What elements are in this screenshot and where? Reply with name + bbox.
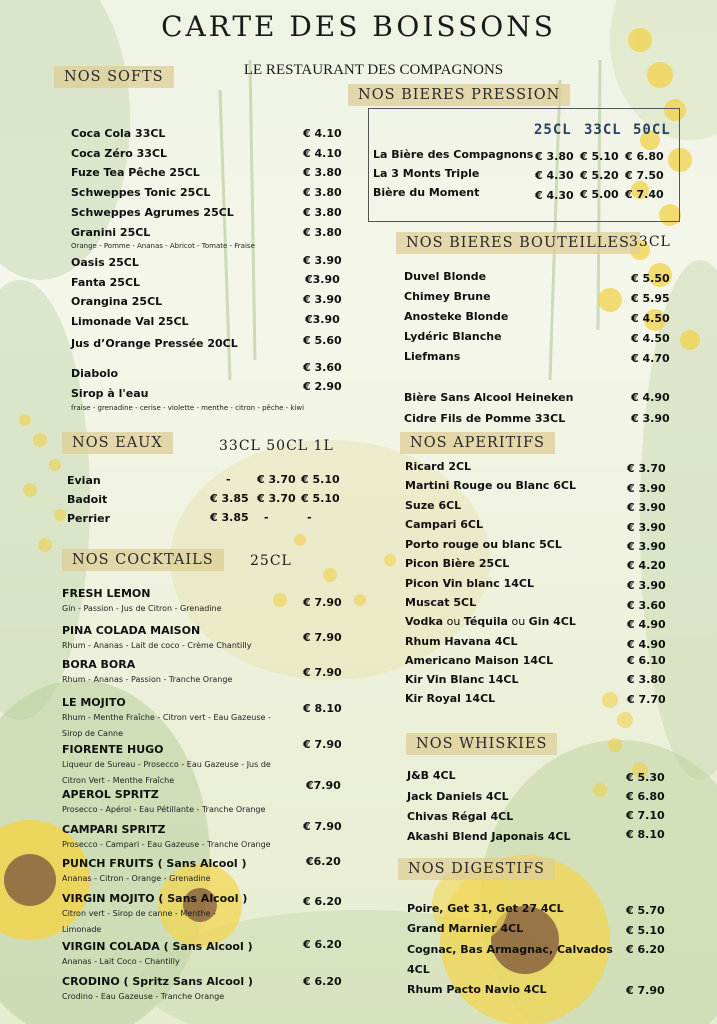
aperitif-name-part: Vodka [405,615,444,628]
draft-beer-price-50: € 6.80 [625,150,664,163]
digestif-price: € 6.20 [626,943,665,956]
bottle-beer-name: Bière Sans Alcool Heineken [404,391,574,404]
cocktails-size: 25CL [250,553,292,569]
bottle-beer-name: Chimey Brune [404,290,491,303]
aperitif-price: € 3.90 [627,540,666,553]
cocktail-ingredients: Prosecco - Apérol - Eau Pétillante - Tranche Orange [62,805,266,814]
cocktail-name: PUNCH FRUITS ( Sans Alcool ) [62,857,247,870]
size-25cl: 25CL [534,122,572,138]
soft-item-name: Schweppes Tonic 25CL [71,186,211,199]
soft-item-price: €3.90 [305,273,340,286]
section-softs-heading: NOS SOFTS [54,66,174,88]
soft-item-price: € 3.90 [303,254,342,267]
sirop-flavors: fraise - grenadine - cerise - violette - menthe - citron - pêche - kiwi [71,404,305,412]
aperitif-name: Rhum Havana 4CL [405,635,518,648]
whisky-name: Jack Daniels 4CL [407,790,509,803]
whisky-name: Akashi Blend Japonais 4CL [407,830,571,843]
section-cocktails-heading: NOS COCKTAILS [62,549,224,571]
aperitif-price: € 3.90 [627,521,666,534]
aperitif-name-part: ou [507,615,529,628]
soft-item-name: Limonade Val 25CL [71,315,189,328]
soft-item-name: Oasis 25CL [71,256,139,269]
granini-flavors: Orange - Pomme - Ananas - Abricot - Tomate - Fraise [71,242,255,250]
section-pression-heading: NOS BIERES PRESSION [348,84,570,106]
cocktail-name: FIORENTE HUGO [62,743,164,756]
aperitif-price: € 4.90 [627,618,666,631]
bottle-beer-name: Cidre Fils de Pomme 33CL [404,412,566,425]
soft-item-price: € 4.10 [303,127,342,140]
aperitif-name: Picon Vin blanc 14CL [405,577,534,590]
cocktail-price: € 7.90 [303,666,342,679]
digestif-name: Poire, Get 31, Get 27 4CL [407,902,564,915]
soft-item-price: € 3.80 [303,186,342,199]
bottle-beer-price: € 4.70 [631,352,670,365]
cocktail-ingredients: Liqueur de Sureau - Prosecco - Eau Gazeuse - Jus de Citron Vert - Menthe Fraîche [62,760,271,785]
soft-item-name: Orangina 25CL [71,295,163,308]
draft-beer-price-50: € 7.40 [625,188,664,201]
cocktail-name: FRESH LEMON [62,587,151,600]
draft-beer-price-25: € 4.30 [535,189,574,202]
whisky-price: € 7.10 [626,809,665,822]
aperitif-price: € 3.80 [627,673,666,686]
cocktail-name: PINA COLADA MAISON [62,624,201,637]
soft-item-price: € 4.10 [303,147,342,160]
aperitif-price: € 3.90 [627,579,666,592]
soft-item-name: Coca Zéro 33CL [71,147,168,160]
bottle-beer-price: € 5.95 [631,292,670,305]
cocktail-price: € 7.90 [303,631,342,644]
cocktail-name: LE MOJITO [62,696,126,709]
cocktail-ingredients: Rhum - Ananas - Lait de coco - Crème Chantilly [62,641,252,650]
section-aperitifs-heading: NOS APERITIFS [400,432,555,454]
digestif-name: Grand Marnier 4CL [407,922,524,935]
water-price-50: € 3.70 [257,473,296,486]
soft-item-price: € 3.90 [303,293,342,306]
section-eaux-heading: NOS EAUX [62,432,173,454]
bottle-size: 33CL [629,234,671,250]
draft-beer-price-25: € 4.30 [535,169,574,182]
cocktail-name: BORA BORA [62,658,136,671]
size-33cl: 33CL [584,122,622,138]
cocktail-ingredients: Ananas - Lait Coco - Chantilly [62,957,180,966]
bottle-beer-name: Lydéric Blanche [404,330,502,343]
cocktail-price: € 8.10 [303,702,342,715]
water-price-50: - [264,511,269,524]
soft-item-name: Sirop à l'eau [71,387,149,400]
water-price-1l: € 5.10 [301,473,340,486]
aperitif-price: € 4.20 [627,559,666,572]
size-50cl: 50CL [633,122,671,138]
bottle-beer-name: Duvel Blonde [404,270,487,283]
cocktail-ingredients: Rhum - Ananas - Passion - Tranche Orange [62,675,233,684]
draft-beer-price-33: € 5.00 [580,188,619,201]
aperitif-price: € 3.90 [627,501,666,514]
section-bouteilles-heading: NOS BIERES BOUTEILLES [396,232,640,254]
aperitif-name: Suze 6CL [405,499,462,512]
aperitif-name-part: ou [443,615,464,628]
water-price-33: € 3.85 [210,492,249,505]
soft-item-name: Coca Cola 33CL [71,127,166,140]
whisky-name: Chivas Régal 4CL [407,810,514,823]
cocktail-ingredients: Ananas - Citron - Orange - Grenadine [62,874,211,883]
whisky-price: € 5.30 [626,771,665,784]
section-whiskies-heading: NOS WHISKIES [406,733,557,755]
cocktail-price: € 6.20 [303,895,342,908]
cocktail-name: VIRGIN MOJITO ( Sans Alcool ) [62,892,248,905]
draft-beer-name: La 3 Monts Triple [373,167,480,180]
page-title: CARTE DES BOISSONS [161,10,556,43]
bottle-beer-name: Liefmans [404,350,461,363]
water-name: Evian [67,474,101,487]
aperitif-price: € 3.70 [627,462,666,475]
soft-item-name: Schweppes Agrumes 25CL [71,206,234,219]
cocktail-price: € 7.90 [303,596,342,609]
aperitif-price: € 4.90 [627,638,666,651]
bottle-beer-price: € 4.50 [631,312,670,325]
cocktail-ingredients: Rhum - Menthe Fraîche - Citron vert - Eau Gazeuse - Sirop de Canne [62,713,271,738]
aperitif-name: Americano Maison 14CL [405,654,554,667]
cocktail-name: VIRGIN COLADA ( Sans Alcool ) [62,940,253,953]
water-name: Badoit [67,493,108,506]
cocktail-price: €7.90 [306,779,341,792]
bottle-beer-price: € 4.90 [631,391,670,404]
digestif-price: € 5.10 [626,924,665,937]
aperitif-price: € 6.10 [627,654,666,667]
restaurant-name: LE RESTAURANT DES COMPAGNONS [243,62,504,78]
water-price-33: - [226,473,231,486]
aperitif-name: Campari 6CL [405,518,484,531]
aperitif-name: Kir Vin Blanc 14CL [405,673,519,686]
section-digestifs-heading: NOS DIGESTIFS [398,858,555,880]
cocktail-price: € 6.20 [303,938,342,951]
water-price-1l: - [307,511,312,524]
water-name: Perrier [67,512,111,525]
soft-item-price: € 5.60 [303,334,342,347]
water-price-50: € 3.70 [257,492,296,505]
aperitif-name-part: Téquila [463,615,508,628]
soft-item-name: Fuze Tea Pêche 25CL [71,166,200,179]
cocktail-name: APEROL SPRITZ [62,788,159,801]
draft-beer-price-33: € 5.20 [580,169,619,182]
whisky-price: € 6.80 [626,790,665,803]
cocktail-ingredients: Prosecco - Campari - Eau Gazeuse - Tranche Orange [62,840,271,849]
cocktail-ingredients: Gin - Passion - Jus de Citron - Grenadine [62,604,222,613]
soft-item-price: € 3.80 [303,206,342,219]
draft-beer-price-50: € 7.50 [625,169,664,182]
cocktail-ingredients: Crodino - Eau Gazeuse - Tranche Orange [62,992,225,1001]
soft-item-price: €3.90 [305,313,340,326]
whisky-price: € 8.10 [626,828,665,841]
digestif-name: Rhum Pacto Navio 4CL [407,983,547,996]
bottle-beer-price: € 3.90 [631,412,670,425]
draft-beer-price-33: € 5.10 [580,150,619,163]
cocktail-name: CAMPARI SPRITZ [62,823,166,836]
cocktail-price: € 7.90 [303,820,342,833]
soft-item-name: Granini 25CL [71,226,151,239]
aperitif-name: Martini Rouge ou Blanc 6CL [405,479,576,492]
soft-item-price: € 2.90 [303,380,342,393]
cocktail-price: € 7.90 [303,738,342,751]
bottle-beer-price: € 4.50 [631,332,670,345]
soft-item-price: € 3.80 [303,166,342,179]
soft-item-price: € 3.60 [303,361,342,374]
aperitif-name: Muscat 5CL [405,596,477,609]
water-price-33: € 3.85 [210,511,249,524]
water-price-1l: € 5.10 [301,492,340,505]
draft-beer-name: Bière du Moment [373,186,480,199]
aperitif-name: Ricard 2CL [405,460,472,473]
soft-item-name: Diabolo [71,367,119,380]
draft-beer-name: La Bière des Compagnons [373,148,534,161]
draft-beer-price-25: € 3.80 [535,150,574,163]
aperitif-name: Kir Royal 14CL [405,692,496,705]
soft-item-name: Jus d’Orange Pressée 20CL [71,337,238,350]
cocktail-ingredients: Citron vert - Sirop de canne - Menthe - Limonade [62,909,216,934]
digestif-price: € 7.90 [626,984,665,997]
aperitif-name-part: Gin 4CL [528,615,576,628]
digestif-name: Cognac, Bas Armagnac, Calvados [407,943,613,956]
aperitif-price: € 7.70 [627,693,666,706]
cocktail-price: €6.20 [306,855,341,868]
bottle-beer-price: € 5.50 [631,272,670,285]
aperitif-price: € 3.60 [627,599,666,612]
soft-item-price: € 3.80 [303,226,342,239]
digestif-name-continued: 4CL [407,963,430,976]
whisky-name: J&B 4CL [407,769,456,782]
eaux-size-header: 33CL 50CL 1L [219,438,334,454]
cocktail-price: € 6.20 [303,975,342,988]
bottle-beer-name: Anosteke Blonde [404,310,509,323]
digestif-price: € 5.70 [626,904,665,917]
soft-item-name: Fanta 25CL [71,276,141,289]
aperitif-name: Picon Bière 25CL [405,557,510,570]
aperitif-name [405,615,576,628]
aperitif-name: Porto rouge ou blanc 5CL [405,538,562,551]
aperitif-price: € 3.90 [627,482,666,495]
cocktail-name: CRODINO ( Spritz Sans Alcool ) [62,975,253,988]
